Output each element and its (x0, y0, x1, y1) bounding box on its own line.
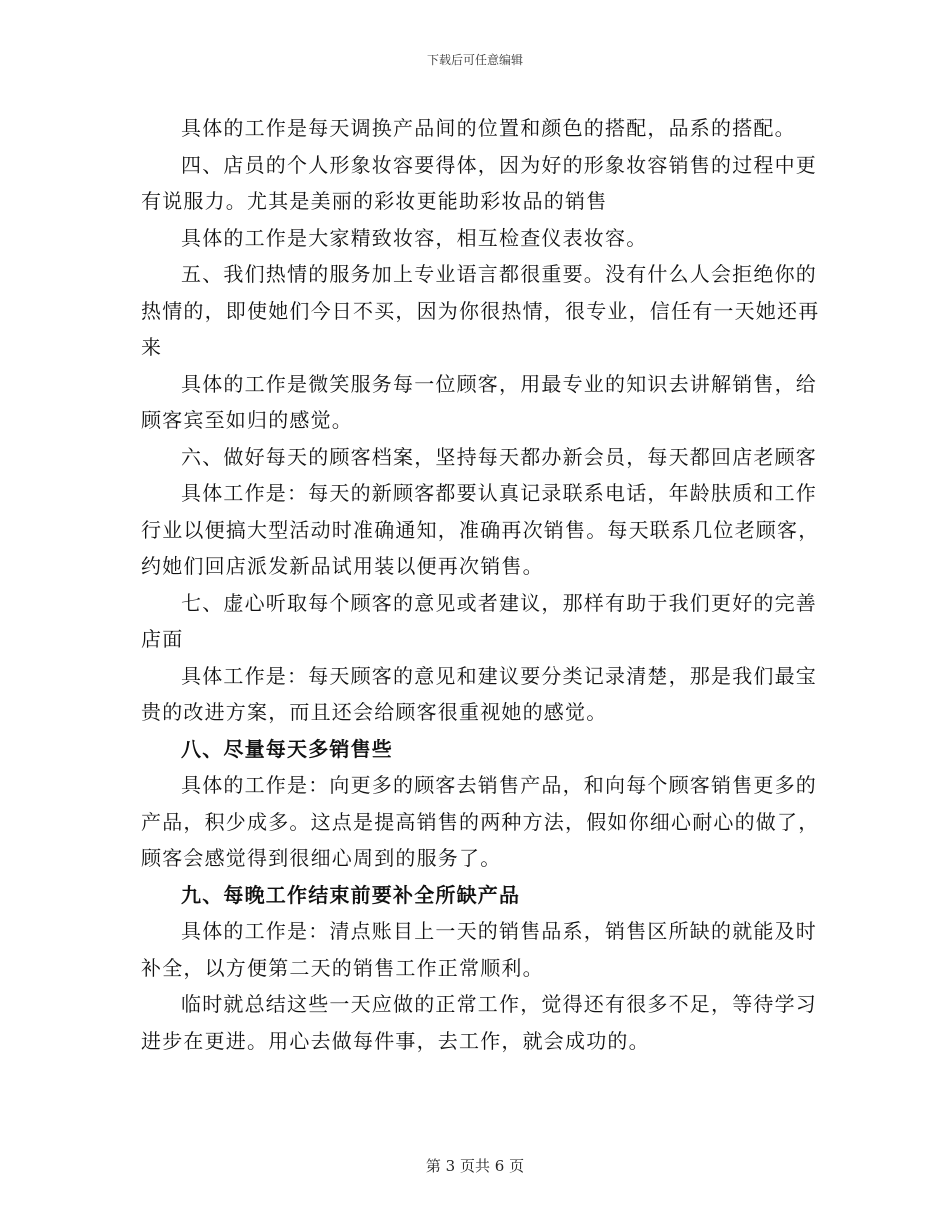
paragraph: 具体工作是：每天顾客的意见和建议要分类记录清楚，那是我们最宝贵的改进方案，而且还会给顾客很重视她的感觉。 (141, 663, 817, 724)
paragraph: 四、店员的个人形象妆容要得体，因为好的形象妆容销售的过程中更有说服力。尤其是美丽的彩妆更能助彩妆品的销售 (141, 152, 817, 213)
document-body (141, 110, 821, 1059)
paragraph: 具体的工作是：清点账目上一天的销售品系，销售区所缺的就能及时补全，以方便第二天的销售工作正常顺利。 (141, 919, 817, 980)
paragraph: 具体的工作是：向更多的顾客去销售产品，和向每个顾客销售更多的产品，积少成多。这点是提高销售的两种方法，假如你细心耐心的做了，顾客会感觉得到很细心周到的服务了。 (141, 773, 820, 870)
paragraph: 六、做好每天的顾客档案，坚持每天都办新会员，每天都回店老顾客 (181, 444, 817, 469)
page-header: 下载后可任意编辑 (426, 53, 523, 67)
paragraph: 具体工作是：每天的新顾客都要认真记录联系电话，年龄肤质和工作行业以便搞大型活动时准确通知，准确再次销售。每天联系几位老顾客，约她们回店派发新品试用装以便再次销售。 (141, 481, 820, 578)
paragraph: 具体的工作是大家精致妆容，相互检查仪表妆容。 (181, 225, 648, 250)
paragraph: 七、虚心听取每个顾客的意见或者建议，那样有助于我们更好的完善店面 (141, 590, 817, 651)
page-footer: 第 3 页共 6 页 (425, 1157, 525, 1175)
paragraph: 临时就总结这些一天应做的正常工作，觉得还有很多不足，等待学习进步在更进。用心去做每件事，去工作，就会成功的。 (141, 992, 817, 1053)
paragraph: 五、我们热情的服务加上专业语言都很重要。没有什么人会拒绝你的热情的，即使她们今日不买，因为你很热情，很专业，信任有一天她还再来 (141, 262, 820, 359)
section-heading: 八、尽量每天多销售些 (181, 736, 393, 761)
section-heading: 九、每晚工作结束前要补全所缺产品 (181, 882, 521, 907)
paragraph: 具体的工作是每天调换产品间的位置和颜色的搭配，品系的搭配。 (181, 116, 796, 140)
paragraph: 具体的工作是微笑服务每一位顾客，用最专业的知识去讲解销售，给顾客宾至如归的感觉。 (141, 371, 817, 432)
